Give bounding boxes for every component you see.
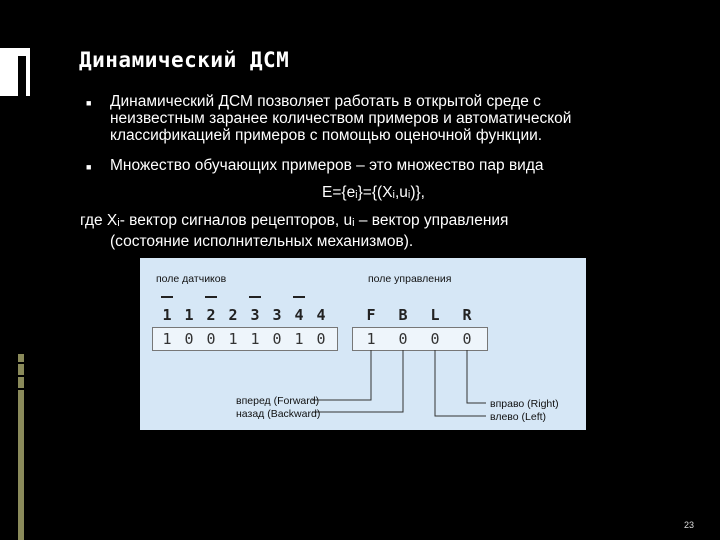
control-value: 1 [366,330,376,348]
decor-dash [18,375,24,377]
sensor-value: 0 [272,330,282,348]
sensor-header: 1 [162,306,172,324]
sensor-value: 1 [228,330,238,348]
control-header: F [366,306,376,324]
sensor-header: 3 [272,306,282,324]
sensor-header: 4 [316,306,326,324]
sensor-value: 1 [162,330,172,348]
decor-dash [18,362,24,364]
bullet-marker: ■ [86,98,92,108]
slide-title: Динамический ДСМ [79,48,290,72]
forward-connector [312,350,371,400]
right-label: вправо (Right) [490,398,559,410]
sensor-header: 3 [250,306,260,324]
sensor-value: 1 [250,330,260,348]
bullet-2-line-1: Множество обучающих примеров – это множество пар вида [110,157,544,174]
slide-number: 23 [684,520,695,530]
left-label: влево (Left) [490,411,547,423]
left-connector [435,350,486,416]
decor-strip [18,354,24,540]
control-field-label: поле управления [368,273,452,285]
control-header: L [430,306,440,324]
control-value: 0 [398,330,408,348]
sensor-header: 2 [228,306,238,324]
control-header: B [398,306,408,324]
sensor-value: 0 [184,330,194,348]
right-connector [467,350,486,403]
sensor-field-label: поле датчиков [156,273,227,285]
sensor-value: 0 [316,330,326,348]
control-header: R [462,306,472,324]
control-value: 0 [462,330,472,348]
backward-label: назад (Backward) [236,408,321,420]
decor-dash [18,388,24,390]
control-value: 0 [430,330,440,348]
where-line: где Xᵢ- вектор сигналов рецепторов, uᵢ – вектор управления [80,212,509,229]
sensor-header: 2 [206,306,216,324]
sensor-value: 0 [206,330,216,348]
where-line-2: (состояние исполнительных механизмов). [110,233,414,250]
decor-bar-black [18,56,26,96]
bullet-marker: ■ [86,162,92,172]
formula: E={eᵢ}={(Xᵢ,uᵢ)}, [322,184,425,201]
forward-label: вперед (Forward) [236,395,320,407]
bullet-1-line-2: неизвестным заранее количеством примеров и автоматической [110,110,572,127]
sensor-value: 1 [294,330,304,348]
sensor-header: 4 [294,306,304,324]
backward-connector [312,350,403,412]
bullet-1-line-3: классификацией примеров с помощью оценочной функции. [110,127,543,144]
diagram-panel [140,258,586,430]
sensor-header: 1 [184,306,194,324]
bullet-1-line-1: Динамический ДСМ позволяет работать в открытой среде с [110,93,541,110]
